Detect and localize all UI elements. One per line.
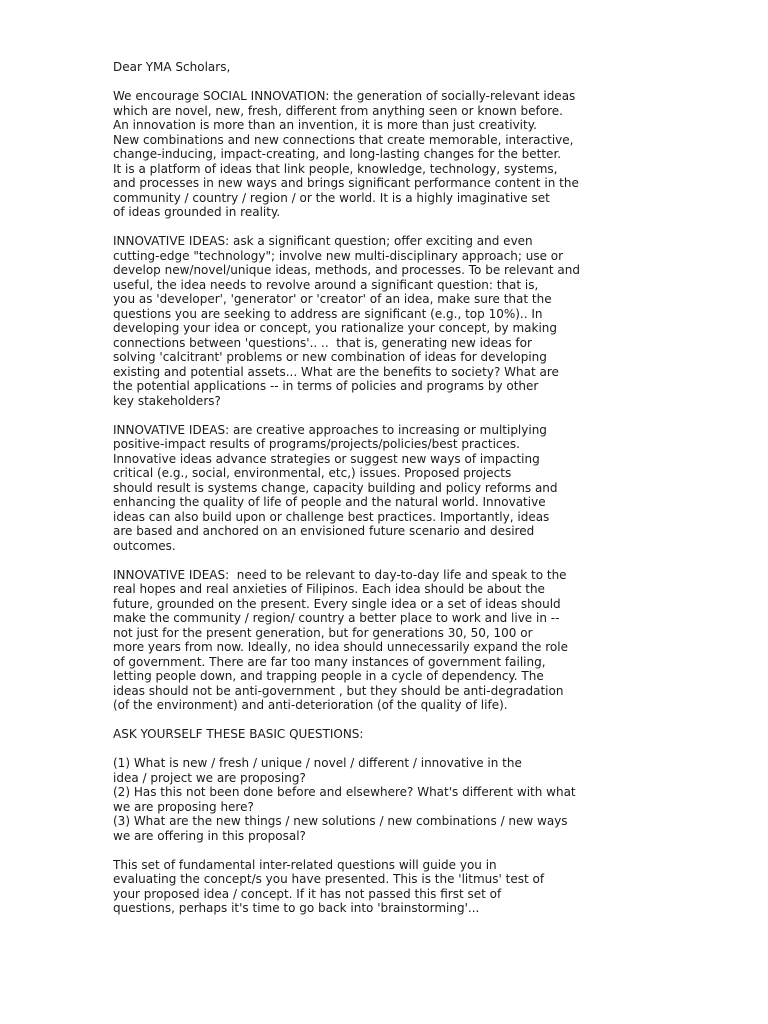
text-line: New combinations and new connections that create memorable, interactive, [113, 132, 574, 147]
text-line: An innovation is more than an invention, it is more than just creativity. [113, 118, 537, 132]
text-line: evaluating the concept/s you have presented. This is the 'litmus' test of [113, 872, 545, 886]
text-line: you as 'developer', 'generator' or 'creator' of an idea, make sure that the [113, 292, 552, 306]
question-list [113, 756, 613, 843]
text-line: connections between 'questions'.. .. that is, generating new ideas for [113, 335, 532, 350]
text-line: Innovative ideas advance strategies or suggest new ways of impacting [113, 451, 540, 466]
text-line: letting people down, and trapping people in a cycle of dependency. The [113, 669, 544, 683]
text-line: ideas should not be anti-government , but they should be anti-degradation [113, 683, 564, 698]
text-line: develop new/novel/unique ideas, methods, and processes. To be relevant and [113, 263, 580, 277]
text-line: INNOVATIVE IDEAS: ask a significant question; offer exciting and even [113, 234, 533, 248]
text-line: should result is systems change, capacity building and policy reforms and [113, 480, 558, 495]
text-line: which are novel, new, fresh, different from anything seen or known before. [113, 103, 563, 118]
text-line: idea / project we are proposing? [113, 770, 306, 785]
text-line: questions you are seeking to address are significant (e.g., top 10%).. In [113, 306, 543, 321]
text-line: solving 'calcitrant' problems or new combination of ideas for developing [113, 350, 547, 364]
text-line: ASK YOURSELF THESE BASIC QUESTIONS: [113, 727, 364, 741]
paragraph-spacer [113, 713, 613, 728]
text-line: key stakeholders? [113, 393, 221, 408]
salutation [113, 60, 613, 75]
text-line: more years from now. Ideally, no idea should unnecessarily expand the role [113, 640, 568, 654]
text-line: This set of fundamental inter-related questions will guide you in [113, 857, 497, 872]
text-line: (1) What is new / fresh / unique / novel / different / innovative in the [113, 756, 522, 770]
text-line: We encourage SOCIAL INNOVATION: the generation of socially-relevant ideas [113, 89, 576, 103]
paragraph-spacer [113, 408, 613, 423]
text-line: real hopes and real anxieties of Filipinos. Each idea should be about the [113, 582, 545, 596]
text-line: of ideas grounded in reality. [113, 205, 281, 219]
text-line: outcomes. [113, 538, 176, 553]
text-line: change-inducing, impact-creating, and long-lasting changes for the better. [113, 147, 562, 161]
text-line: questions, perhaps it's time to go back into 'brainstorming'... [113, 901, 480, 915]
text-line: positive-impact results of programs/projects/policies/best practices. [113, 437, 520, 451]
text-line: make the community / region/ country a better place to work and live in -- [113, 611, 560, 625]
salutation-line: Dear YMA Scholars, [113, 60, 231, 74]
section-heading-questions [113, 727, 613, 742]
text-line: developing your idea or concept, you rationalize your concept, by making [113, 321, 558, 335]
text-line: the potential applications -- in terms of policies and programs by other [113, 379, 539, 393]
text-line: your proposed idea / concept. If it has not passed this first set of [113, 886, 502, 901]
text-line: INNOVATIVE IDEAS: are creative approaches to increasing or multiplying [113, 422, 547, 437]
paragraph-innovative-ideas-questions [113, 234, 613, 408]
text-line: cutting-edge "technology"; involve new multi-disciplinary approach; use or [113, 248, 564, 263]
text-line: useful, the idea needs to revolve around a significant question: that is, [113, 277, 539, 292]
paragraph-spacer [113, 553, 613, 568]
text-line: enhancing the quality of life of people and the natural world. Innovative [113, 495, 546, 509]
paragraph-innovative-ideas-approaches [113, 423, 613, 554]
text-line: INNOVATIVE IDEAS: need to be relevant to day-to-day life and speak to the [113, 567, 567, 582]
paragraph-closing [113, 858, 613, 916]
text-line: critical (e.g., social, environmental, etc,) issues. Proposed projects [113, 466, 512, 480]
text-line: are based and anchored on an envisioned future scenario and desired [113, 524, 535, 538]
paragraph-spacer [113, 75, 613, 90]
text-line: (3) What are the new things / new solutions / new combinations / new ways [113, 814, 568, 828]
text-line: (of the environment) and anti-deterioration (of the quality of life). [113, 698, 508, 712]
letter-body [113, 60, 613, 916]
text-line: and processes in new ways and brings significant performance content in the [113, 176, 579, 190]
text-line: future, grounded on the present. Every single idea or a set of ideas should [113, 596, 561, 611]
text-line: community / country / region / or the world. It is a highly imaginative set [113, 190, 550, 205]
text-line: we are offering in this proposal? [113, 828, 306, 843]
paragraph-spacer [113, 742, 613, 757]
text-line: (2) Has this not been done before and elsewhere? What's different with what [113, 785, 576, 799]
text-line: existing and potential assets... What are the benefits to society? What are [113, 364, 559, 379]
text-line: of government. There are far too many instances of government failing, [113, 654, 546, 669]
text-line: It is a platform of ideas that link people, knowledge, technology, systems, [113, 161, 558, 176]
text-line: not just for the present generation, but for generations 30, 50, 100 or [113, 625, 533, 640]
paragraph-spacer [113, 220, 613, 235]
paragraph-innovative-ideas-relevance [113, 568, 613, 713]
text-line: ideas can also build upon or challenge best practices. Importantly, ideas [113, 509, 550, 524]
paragraph-social-innovation [113, 89, 613, 220]
paragraph-spacer [113, 843, 613, 858]
text-line: we are proposing here? [113, 799, 254, 814]
